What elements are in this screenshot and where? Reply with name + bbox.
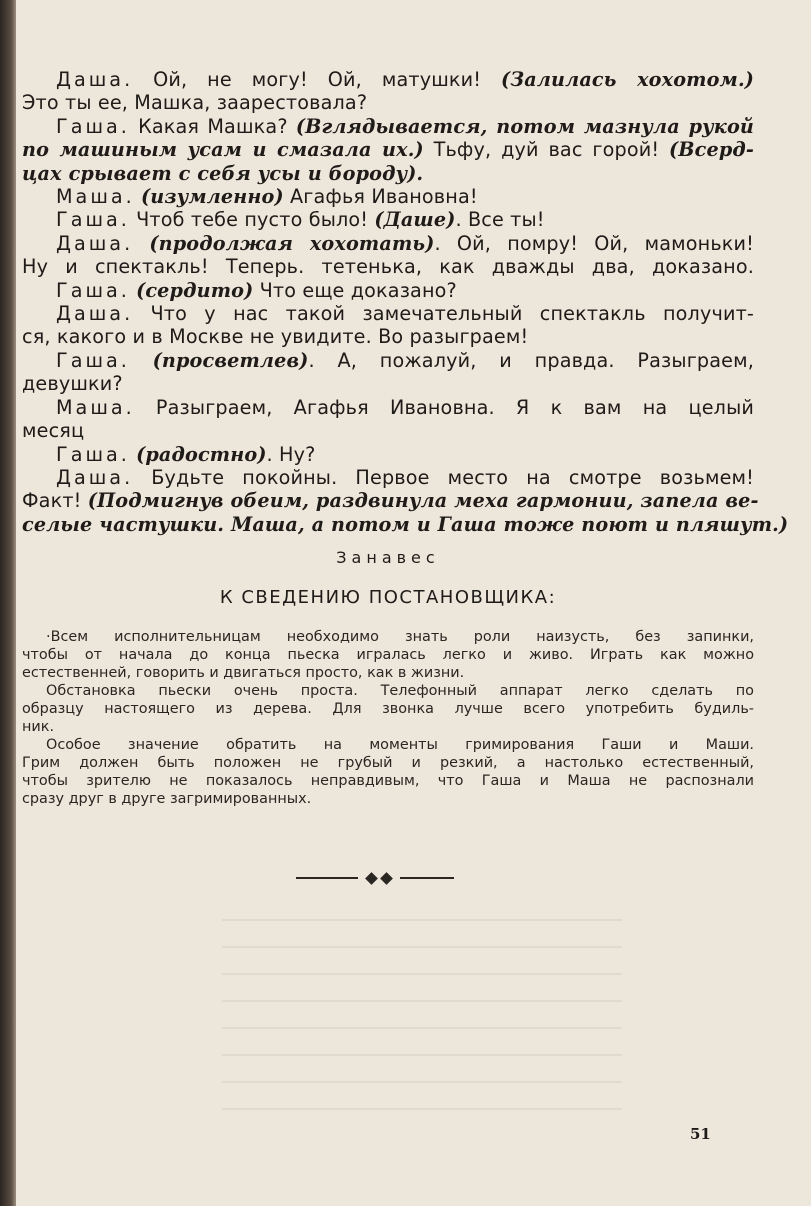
- speech-text: . Ой, помру! Ой, мамоньки!: [434, 231, 754, 255]
- stage-direction: по машиным усам и смазала их.): [22, 138, 424, 162]
- dialogue-line: [22, 138, 754, 161]
- page-body: [22, 68, 789, 808]
- page-number: 51: [690, 1125, 711, 1143]
- notes-line: ·Всем исполнительницам необходимо знать роли наизусть, без запинки,: [46, 629, 754, 646]
- dialogue-line: [22, 115, 754, 138]
- notes-line: чтобы зрителю не показалось неправдивым, что Гаша и Маша не распознали: [22, 773, 754, 790]
- speech-text: Факт!: [22, 489, 88, 513]
- speech-text: [130, 349, 153, 372]
- speaker-name: Гаша.: [56, 208, 130, 232]
- stage-direction: (Даше): [374, 208, 456, 232]
- dialogue-line: [22, 512, 789, 536]
- dialogue-line: [22, 419, 754, 442]
- speech-text: девушки?: [22, 372, 123, 396]
- speech-text: . Ну?: [266, 442, 316, 466]
- speech-text: Что у нас такой замечательный спектакль получит-: [133, 302, 754, 326]
- speaker-name: Даша.: [56, 68, 134, 91]
- dialogue-line: [22, 91, 754, 114]
- speech-text: Это ты ее, Машка, заарестовала?: [22, 91, 368, 115]
- stage-direction: (Залилась хохотом.): [501, 68, 754, 91]
- speech-text: Какая Машка?: [129, 114, 296, 138]
- speaker-name: Гаша.: [56, 278, 130, 302]
- stage-direction: (Подмигнув обеим, раздвинула меха гармонии, запела ве-: [87, 489, 759, 513]
- dialogue-line: [22, 232, 754, 255]
- stage-direction: (продолжая хохотать): [149, 231, 435, 255]
- notes-paragraph: [22, 682, 754, 736]
- speech-text: Разыграем, Агафья Ивановна. Я к вам на целый: [134, 395, 754, 419]
- notes-line: чтобы от начала до конца пьеска игралась легко и живо. Играть как можно: [22, 647, 754, 664]
- stage-direction: (Вглядывается, потом мазнула рукой: [295, 114, 754, 138]
- stage-direction: (просветлев): [152, 348, 309, 372]
- notes-line: Грим должен быть положен не грубый и резкий, а настолько естественный,: [22, 755, 754, 772]
- speech-text: Будьте покойны. Первое место на смотре возьмем!: [133, 465, 754, 489]
- director-notes: [22, 628, 754, 808]
- notes-heading: К СВЕДЕНИЮ ПОСТАНОВЩИКА:: [219, 587, 557, 609]
- speaker-name: Маша.: [56, 395, 135, 419]
- dialogue-line: [22, 302, 754, 325]
- notes-paragraph: [22, 736, 754, 808]
- notes-line: естественней, говорить и двигаться просто, как в жизни.: [22, 665, 465, 682]
- dialogue-line: [22, 325, 754, 348]
- speech-text: Что еще доказано?: [253, 278, 457, 302]
- speech-text: Агафья Ивановна!: [283, 185, 478, 209]
- speech-text: ся, какого и в Москве не увидите. Во разыграем!: [22, 325, 529, 349]
- speaker-name: Маша.: [56, 185, 135, 209]
- stage-direction: (Всерд-: [669, 138, 754, 162]
- dialogue-line: [22, 466, 754, 489]
- dialogue-line: [22, 489, 759, 513]
- speech-text: Ну и спектакль! Теперь. тетенька, как дважды два, доказано.: [22, 255, 754, 279]
- notes-paragraph: [22, 628, 754, 682]
- notes-line: ник.: [22, 719, 55, 736]
- curtain-line: Занавес: [336, 548, 440, 568]
- dialogue-line: [22, 372, 754, 395]
- speaker-name: Даша.: [56, 302, 134, 326]
- show-through-text: [222, 905, 622, 1115]
- speaker-name: Даша.: [56, 465, 134, 489]
- speaker-name: Гаша.: [56, 348, 130, 372]
- dialogue-line: [22, 279, 754, 302]
- dialogue-line: [22, 208, 754, 231]
- speech-text: . Все ты!: [455, 208, 545, 232]
- notes-line: Особое значение обратить на моменты гримирования Гаши и Маши.: [46, 737, 754, 754]
- notes-line: сразу друг в друге загримированных.: [22, 791, 312, 808]
- dialogue-line: [22, 162, 754, 185]
- stage-direction: (сердито): [136, 278, 254, 302]
- speaker-name: Гаша.: [56, 442, 130, 466]
- dialogue-line: [22, 443, 754, 466]
- speech-text: Ой, не могу! Ой, матушки!: [133, 68, 502, 91]
- dialogue-line: [22, 68, 754, 91]
- speech-text: Тьфу, дуй вас горой!: [423, 138, 670, 162]
- dialogue-line: [22, 396, 754, 419]
- stage-direction: цах срывает с себя усы и бороду).: [22, 161, 424, 185]
- speaker-name: Гаша.: [56, 114, 130, 138]
- dialogue-line: [22, 349, 754, 372]
- stage-direction: (изумленно): [140, 185, 284, 209]
- play-dialogue: [22, 68, 789, 536]
- diamond-icon: [365, 872, 378, 885]
- diamond-icon: [380, 872, 393, 885]
- ornament-divider: [290, 868, 460, 888]
- dialogue-line: [22, 185, 754, 208]
- ornament-rule-right: [400, 877, 454, 879]
- speech-text: месяц: [22, 419, 85, 443]
- speech-text: Чтоб тебе пусто было!: [129, 208, 375, 232]
- speaker-name: Даша.: [56, 231, 134, 255]
- notes-line: образцу настоящего из дерева. Для звонка лучше всего употребить будиль-: [22, 701, 754, 718]
- dialogue-line: [22, 255, 754, 278]
- speech-text: [133, 232, 149, 255]
- ornament-rule-left: [296, 877, 358, 879]
- book-spine-shadow: [0, 0, 16, 1206]
- stage-direction: (радостно): [136, 442, 267, 466]
- speech-text: . А, пожалуй, и правда. Разыграем,: [308, 348, 754, 372]
- stage-direction: селые частушки. Маша, а потом и Гаша тоже поют и пляшут.): [22, 512, 789, 536]
- notes-line: Обстановка пьески очень проста. Телефонный аппарат легко сделать по: [46, 683, 754, 700]
